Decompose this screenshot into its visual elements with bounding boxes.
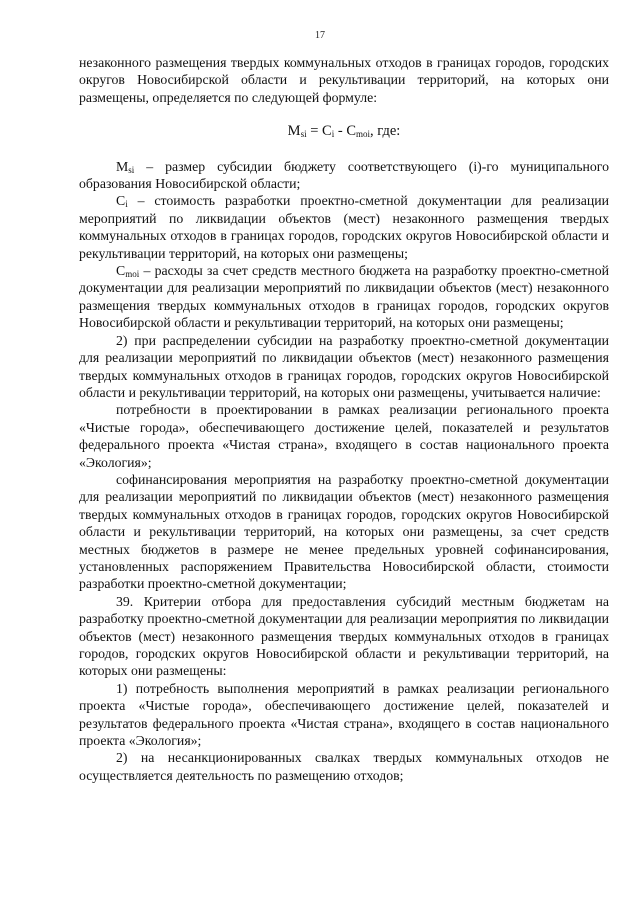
def-symbol-sub: si [128, 164, 135, 175]
formula-cm-sub: moi [355, 129, 370, 140]
definition-msi [79, 158, 609, 193]
def-text: – расходы за счет средств местного бюджета на разработку проектно-сметной документации для реализации мероприятий по ликвидации объектов (мест) незаконного размещения твердых коммунальных отходов в границах городов, городских округов Новосибирской области и рекультивации территорий, на которых они размещены; [79, 263, 609, 331]
def-symbol: C [116, 263, 126, 279]
formula-minus: - [334, 123, 347, 140]
document-body [79, 54, 609, 784]
def-text: – стоимость разработки проектно-сметной документации для реализации мероприятий по ликвидации объектов (мест) незаконного размещения твердых коммунальных отходов в границах городов, городских округов Новосибирской области и рекультивации территорий, на которых они размещены; [79, 193, 610, 261]
formula-cm: C [346, 123, 356, 140]
formula-eq: = [306, 123, 323, 140]
formula [79, 123, 609, 140]
paragraph: 39. Критерии отбора для предоставления субсидий местным бюджетам на разработку проектно-сметной документации для реализации мероприятия по ликвидации объектов (мест) незаконного размещения твердых коммунальных отходов в границах городов, городских округов Новосибирской области и рекультивации территорий, на которых они размещены: [79, 593, 609, 679]
formula-c-sub: i [331, 129, 335, 140]
def-text: – размер субсидии бюджету соответствующего (i)-го муниципального образования Новосибирской области; [79, 158, 609, 192]
paragraph: софинансирования мероприятия на разработку проектно-сметной документации для реализации мероприятий по ликвидации объектов (мест) незаконного размещения твердых коммунальных отходов в границах городов, городских округов Новосибирской области и рекультивации территорий, на которых они размещены, за счет средств местных бюджетов в размере не менее предельных уровней софинансирования, установленных распоряжением Правительства Новосибирской области, стоимости разработки проектно-сметной документации; [79, 471, 609, 592]
paragraph: потребности в проектировании в рамках реализации регионального проекта «Чистые города», обеспечивающего достижение целей, показателей и результатов федерального проекта «Чистая страна», входящего в состав национального проекта «Экология»; [79, 402, 609, 470]
paragraph: 2) на несанкционированных свалках твердых коммунальных отходов не осуществляется деятельность по размещению отходов; [79, 750, 609, 783]
formula-c: C [322, 123, 332, 140]
paragraph: незаконного размещения твердых коммунальных отходов в границах городов, городских округов Новосибирской области и рекультивации территорий, на которых они размещены, определяется по следующей формуле: [79, 55, 609, 105]
def-symbol-sub: i [125, 199, 128, 210]
def-symbol: C [116, 193, 126, 209]
definition-ci [79, 192, 609, 262]
paragraph: 2) при распределении субсидии на разработку проектно-сметной документации для реализации мероприятий по ликвидации объектов (мест) незаконного размещения твердых коммунальных отходов в границах городов, городских округов Новосибирской области и рекультивации территорий, на которых они размещены, учитывается наличие: [79, 332, 609, 400]
formula-tail: , где: [370, 123, 401, 140]
paragraph: 1) потребность выполнения мероприятий в рамках реализации регионального проекта «Чистые города», обеспечивающего достижение целей, показателей и результатов федерального проекта «Чистая страна», входящего в состав национального проекта «Экология»; [79, 680, 609, 749]
page-number: 17 [315, 30, 325, 41]
formula-lhs: M [287, 123, 301, 140]
formula-lhs-sub: si [300, 129, 307, 140]
def-symbol: M [116, 158, 129, 174]
def-symbol-sub: moi [125, 269, 140, 280]
definition-cmoi [79, 262, 609, 332]
